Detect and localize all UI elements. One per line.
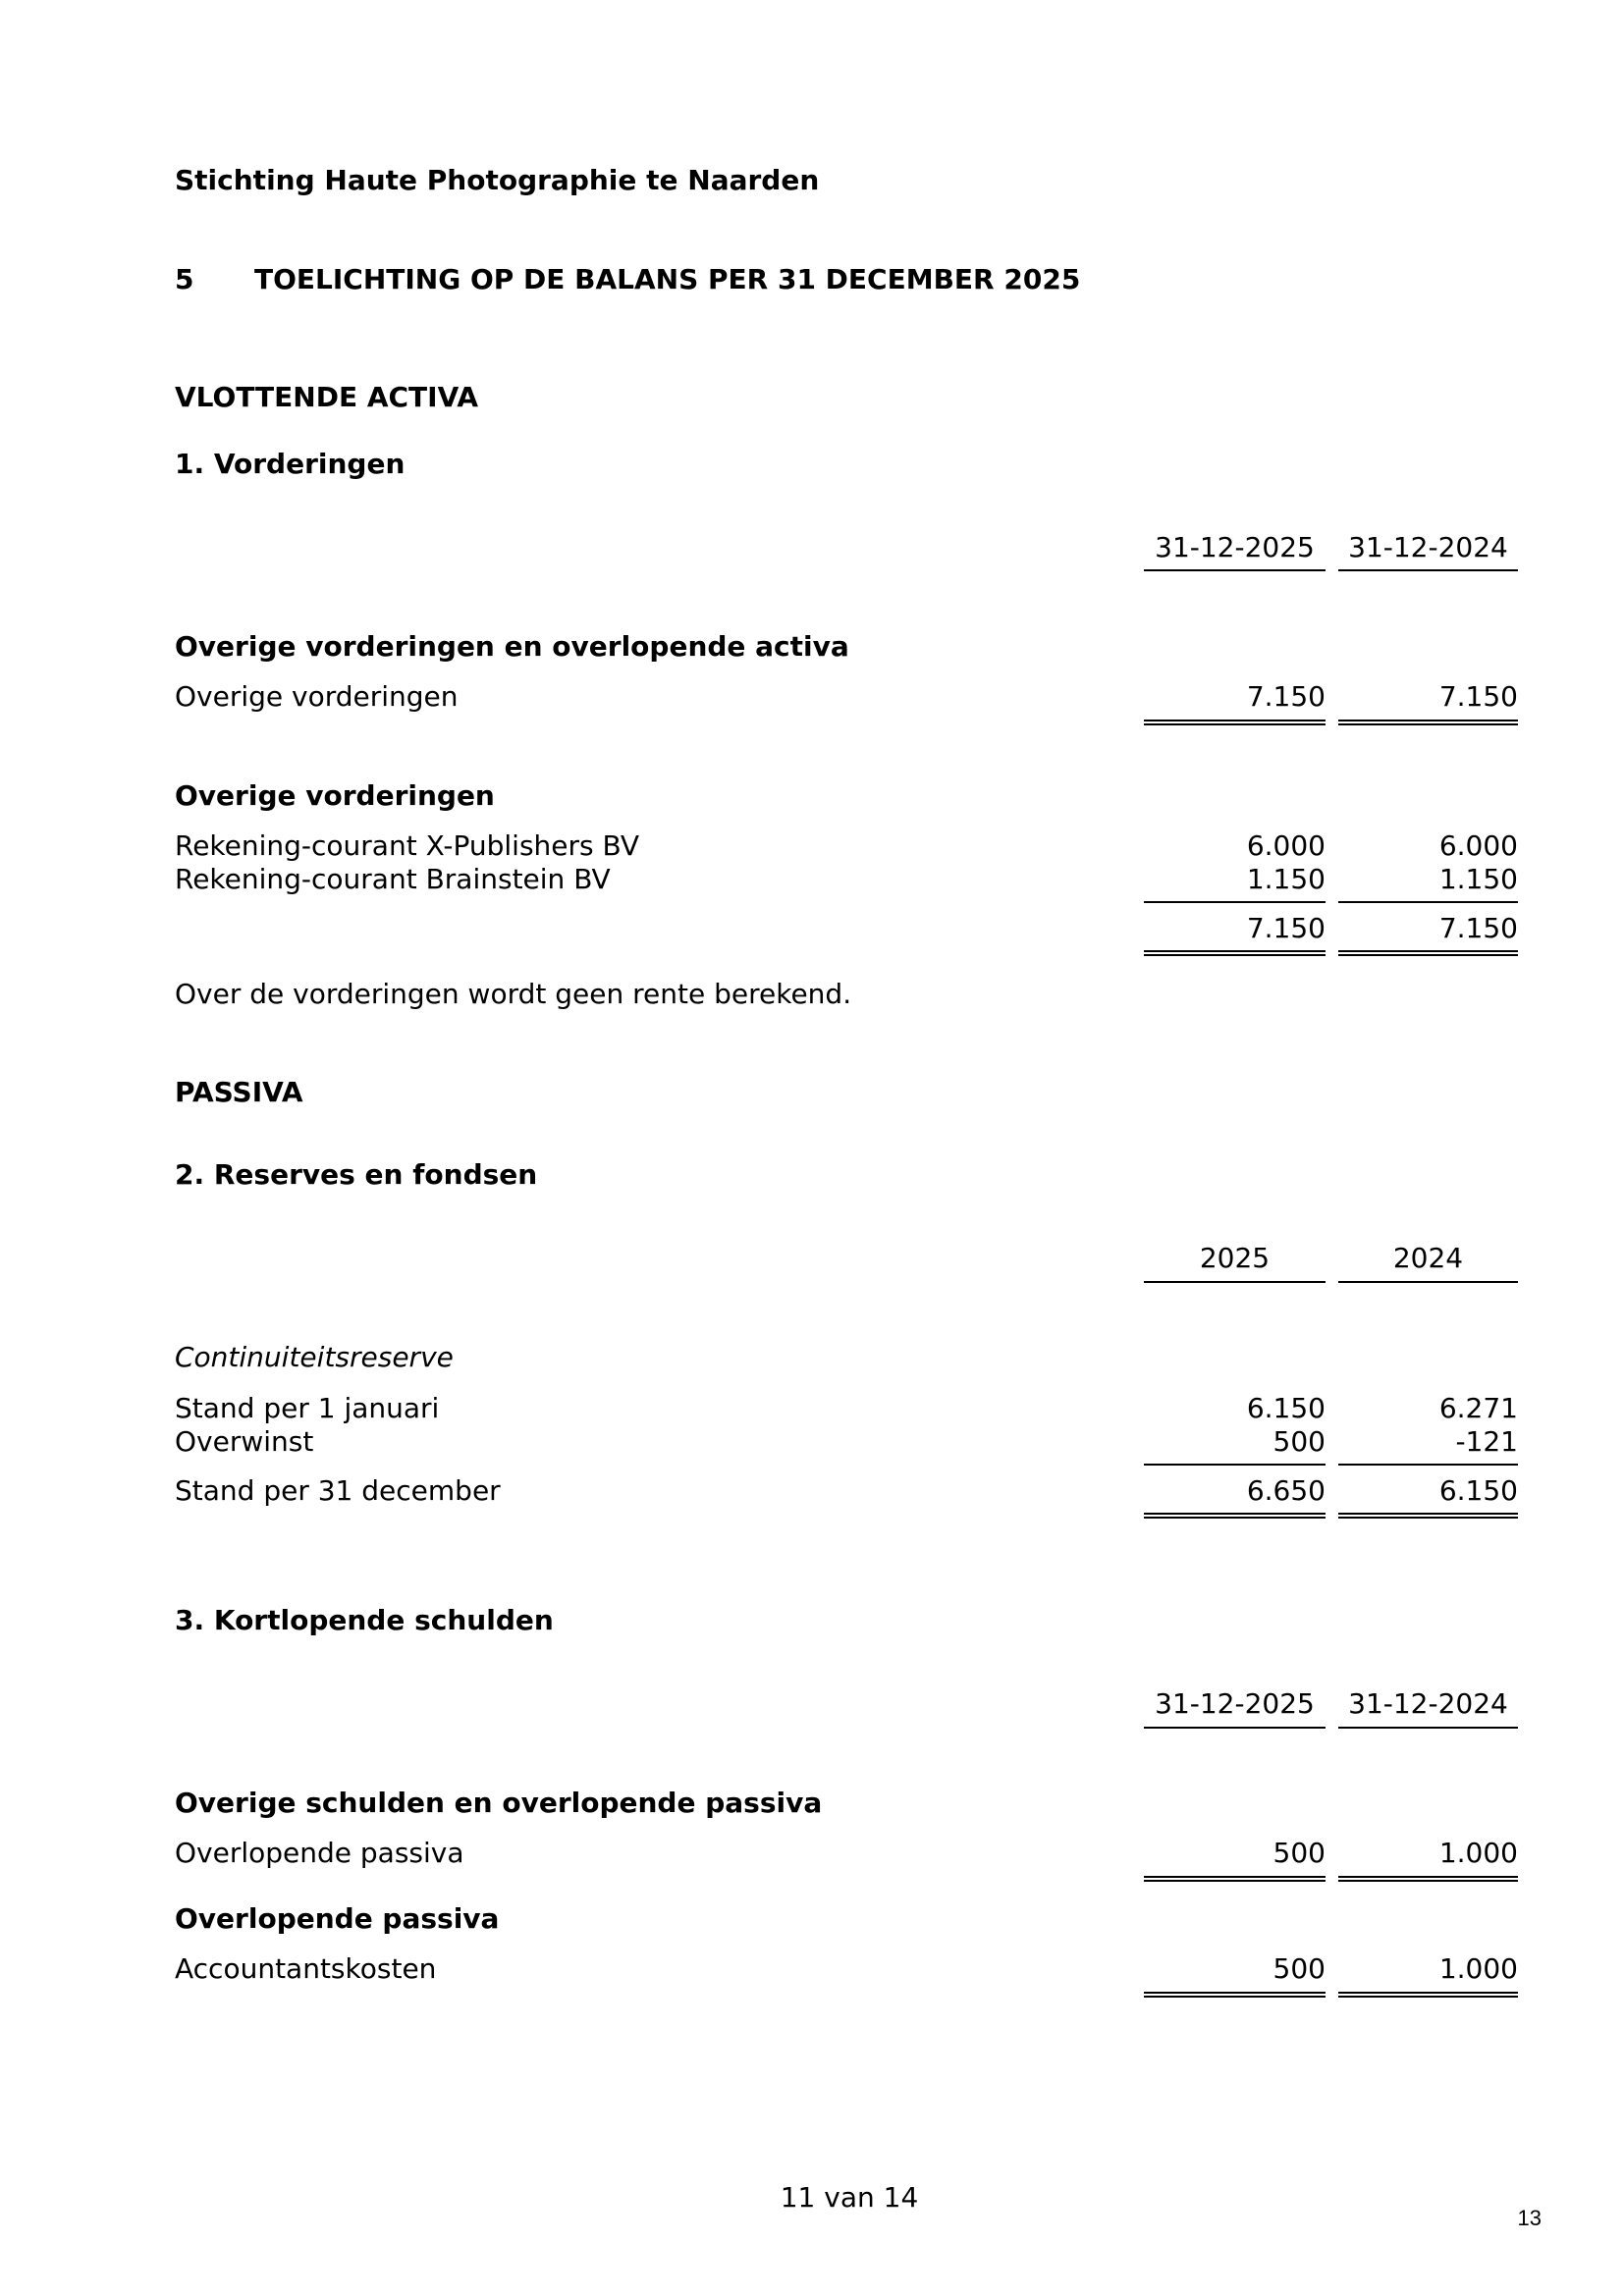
detail-row-2025: 1.150	[1246, 863, 1326, 895]
schulden-group-heading: Overige schulden en overlopende passiva	[175, 1787, 823, 1819]
detail-subtotal-rule-1	[1144, 901, 1326, 903]
overlopende-passiva-2024: 1.000	[1438, 1837, 1518, 1869]
reserves-total-2024: 6.150	[1438, 1474, 1518, 1507]
vorderingen-note: Over de vorderingen wordt geen rente berekend.	[175, 978, 852, 1010]
vorderingen-col2-rule	[1338, 569, 1518, 571]
accountantskosten-2025: 500	[1272, 1952, 1326, 1985]
vorderingen-col2-header: 31-12-2024	[1348, 531, 1508, 563]
page-of-indicator: 11 van 14	[780, 2181, 919, 2214]
overlopende-passiva-double-rule-1	[1144, 1876, 1326, 1882]
reserves-row-2024: 6.271	[1438, 1392, 1518, 1424]
vorderingen-total-double-rule-1	[1144, 950, 1326, 956]
accountantskosten-double-rule-2	[1338, 1992, 1518, 1998]
reserves-col1-header: 2025	[1199, 1242, 1271, 1274]
reserves-subtotal-rule-2	[1338, 1464, 1518, 1466]
schulden-col2-header: 31-12-2024	[1348, 1687, 1508, 1720]
schulden-title: 3. Kortlopende schulden	[175, 1604, 554, 1636]
reserves-col2-rule	[1338, 1281, 1518, 1283]
accountantskosten-2024: 1.000	[1438, 1952, 1518, 1985]
passiva-heading: PASSIVA	[175, 1076, 303, 1108]
overige-vorderingen-double-rule-1	[1144, 720, 1326, 725]
reserves-row-label: Stand per 1 januari	[175, 1392, 440, 1424]
schulden-col2-rule	[1338, 1727, 1518, 1729]
detail-row-label: Rekening-courant Brainstein BV	[175, 863, 611, 895]
vorderingen-title: 1. Vorderingen	[175, 448, 406, 480]
reserves-total-label: Stand per 31 december	[175, 1474, 501, 1507]
reserves-row-label: Overwinst	[175, 1425, 314, 1458]
schulden-detail-heading: Overlopende passiva	[175, 1902, 500, 1935]
vorderingen-total-double-rule-2	[1338, 950, 1518, 956]
vorderingen-group-heading: Overige vorderingen en overlopende activa	[175, 630, 849, 663]
overlopende-passiva-label: Overlopende passiva	[175, 1837, 464, 1869]
reserves-subheading: Continuiteitsreserve	[175, 1341, 454, 1373]
overige-vorderingen-double-rule-2	[1338, 720, 1518, 725]
accountantskosten-label: Accountantskosten	[175, 1952, 437, 1985]
overige-vorderingen-2024: 7.150	[1438, 680, 1518, 713]
reserves-subtotal-rule-1	[1144, 1464, 1326, 1466]
reserves-col2-header: 2024	[1392, 1242, 1464, 1274]
vorderingen-col1-rule	[1144, 569, 1326, 571]
activa-heading: VLOTTENDE ACTIVA	[175, 381, 479, 413]
detail-row-2024: 6.000	[1438, 829, 1518, 862]
section-number: 5	[175, 263, 194, 295]
organization-name: Stichting Haute Photographie te Naarden	[175, 164, 820, 196]
accountantskosten-double-rule-1	[1144, 1992, 1326, 1998]
reserves-total-double-rule-1	[1144, 1513, 1326, 1519]
vorderingen-col1-header: 31-12-2025	[1155, 531, 1315, 563]
reserves-col1-rule	[1144, 1281, 1326, 1283]
reserves-title: 2. Reserves en fondsen	[175, 1158, 538, 1191]
schulden-col1-rule	[1144, 1727, 1326, 1729]
reserves-row-2024: -121	[1455, 1425, 1518, 1458]
vorderingen-total-2025: 7.150	[1246, 912, 1326, 944]
schulden-col1-header: 31-12-2025	[1155, 1687, 1315, 1720]
detail-row-2025: 6.000	[1246, 829, 1326, 862]
reserves-total-double-rule-2	[1338, 1513, 1518, 1519]
section-title: TOELICHTING OP DE BALANS PER 31 DECEMBER 2025	[254, 263, 1081, 295]
overige-vorderingen-label: Overige vorderingen	[175, 680, 459, 713]
reserves-row-2025: 500	[1272, 1425, 1326, 1458]
detail-row-2024: 1.150	[1438, 863, 1518, 895]
page-number: 13	[1517, 2206, 1542, 2230]
reserves-row-2025: 6.150	[1246, 1392, 1326, 1424]
reserves-total-2025: 6.650	[1246, 1474, 1326, 1507]
vorderingen-total-2024: 7.150	[1438, 912, 1518, 944]
overige-vorderingen-2025: 7.150	[1246, 680, 1326, 713]
overlopende-passiva-double-rule-2	[1338, 1876, 1518, 1882]
vorderingen-detail-heading: Overige vorderingen	[175, 779, 495, 812]
detail-subtotal-rule-2	[1338, 901, 1518, 903]
detail-row-label: Rekening-courant X-Publishers BV	[175, 829, 640, 862]
overlopende-passiva-2025: 500	[1272, 1837, 1326, 1869]
